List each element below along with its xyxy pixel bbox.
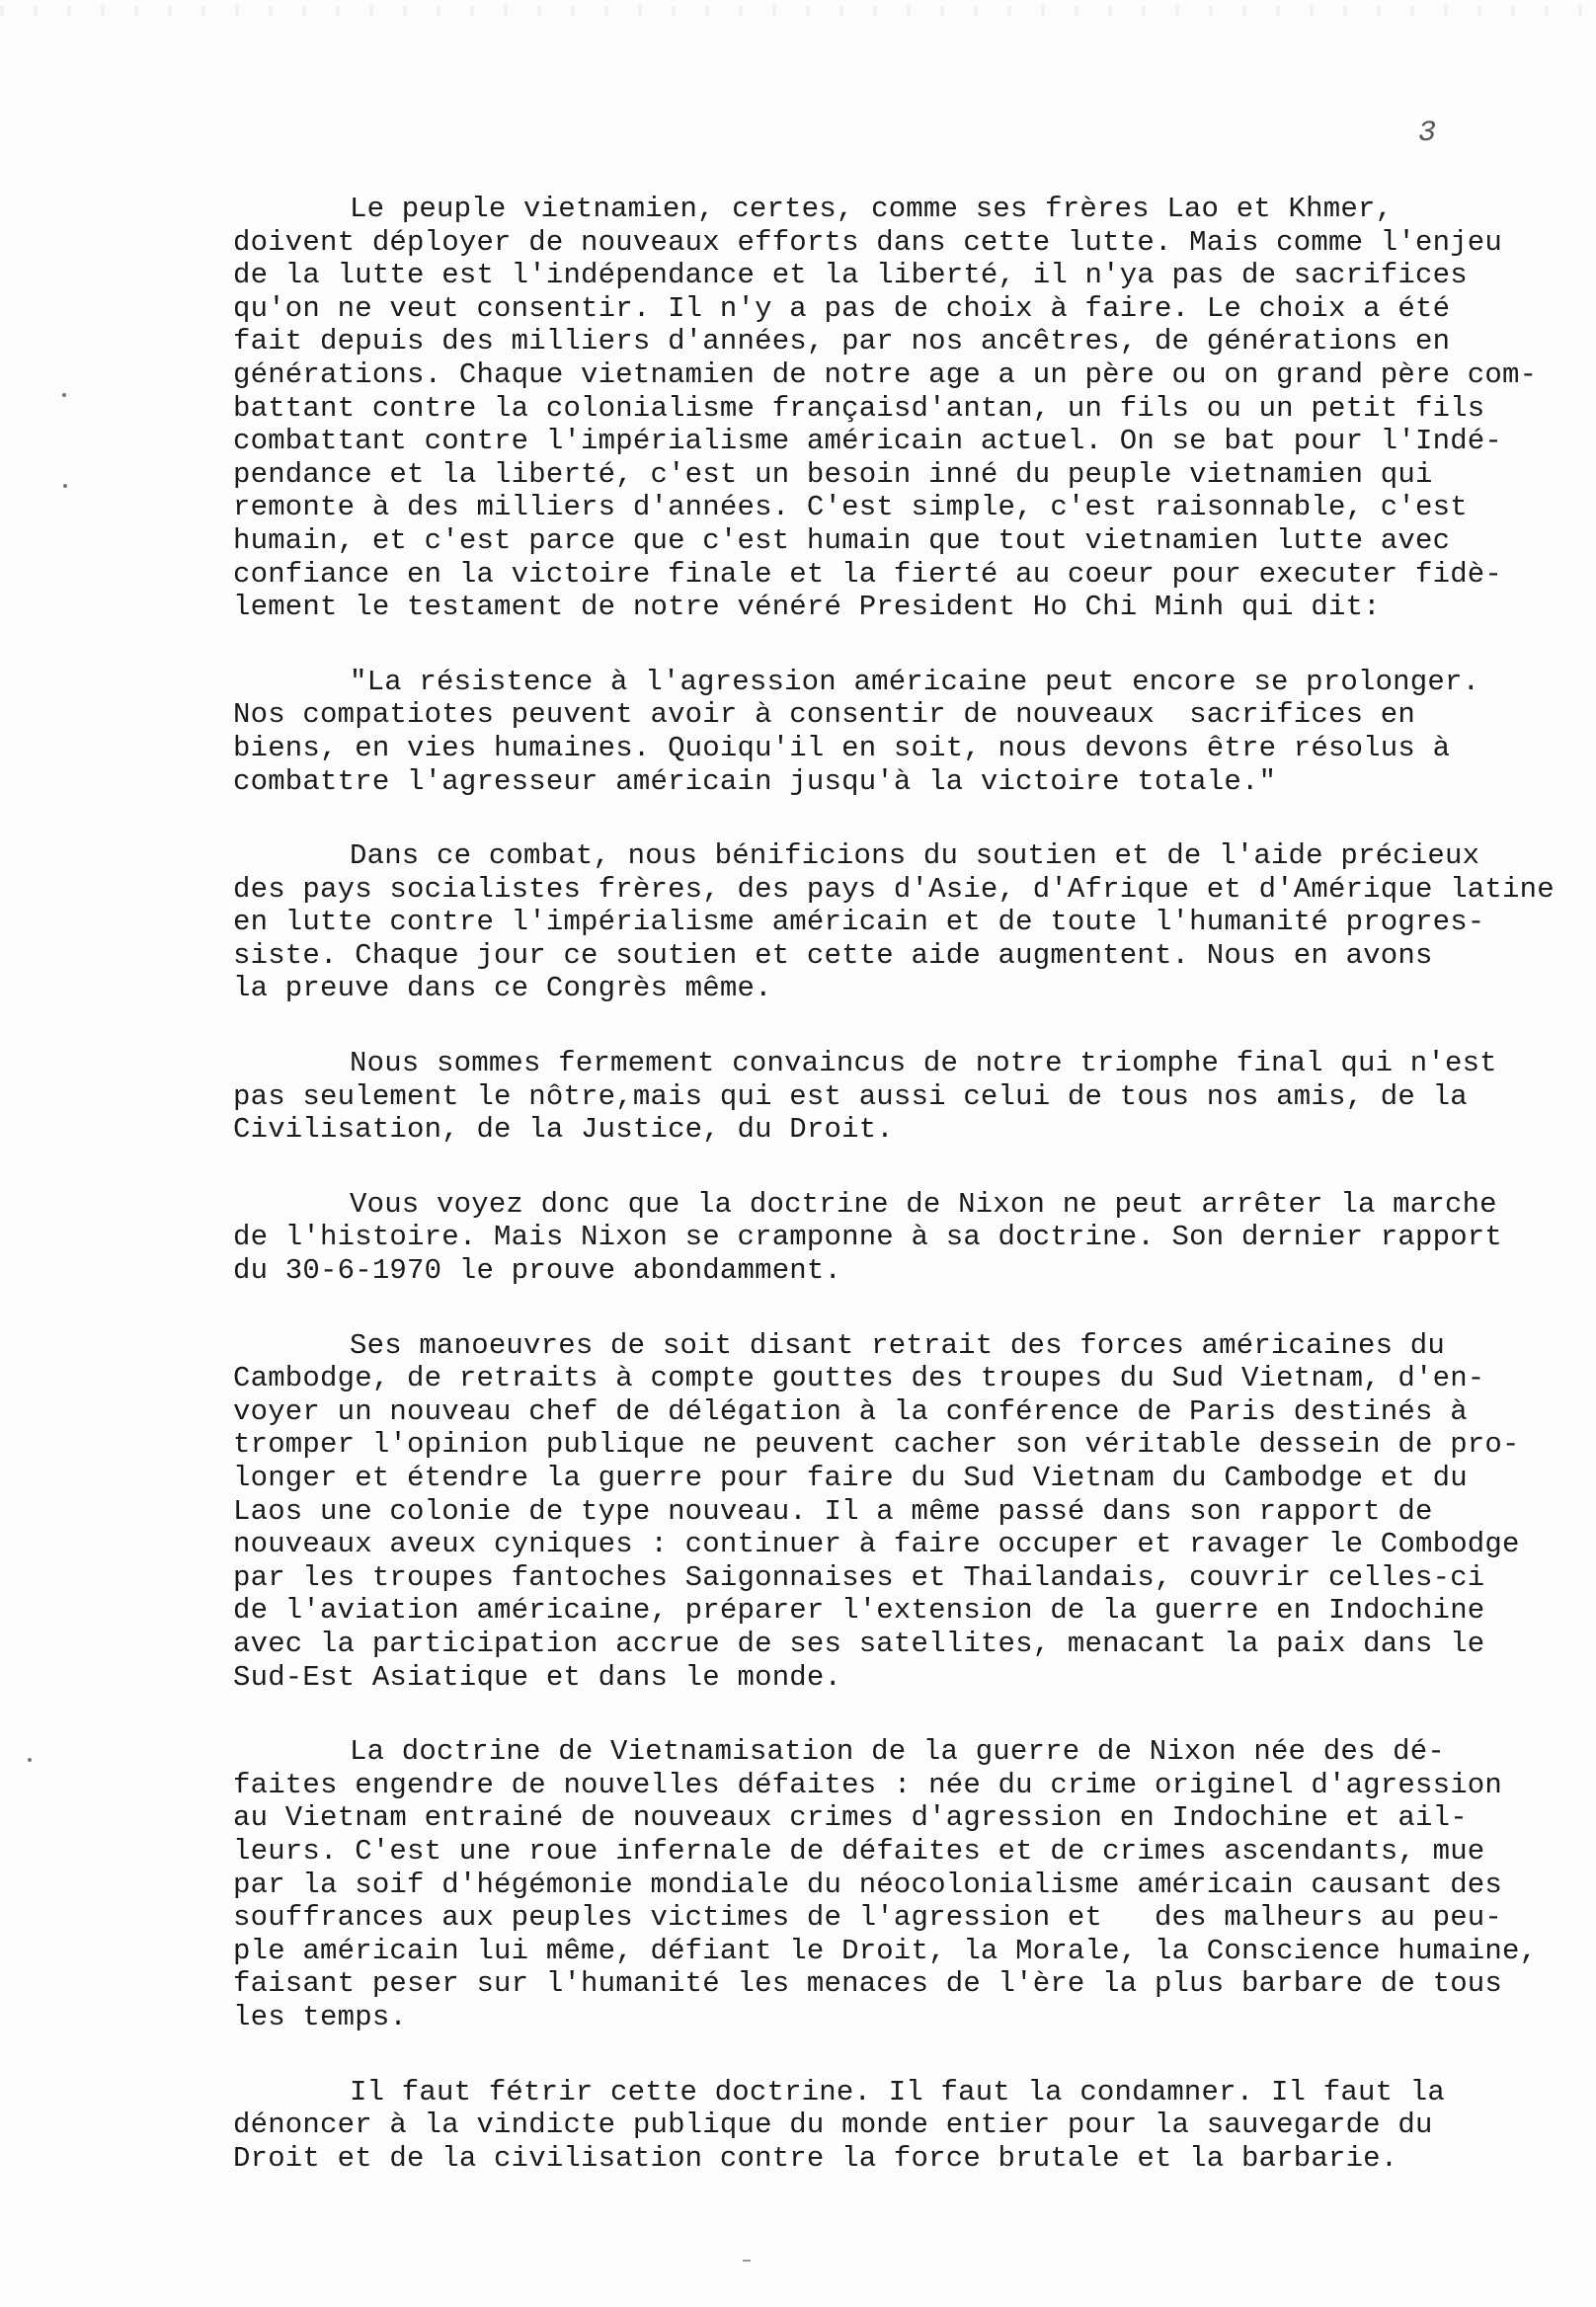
text-line: nouveaux aveux cyniques : continuer à faire occuper et ravager le Combodge bbox=[233, 1528, 1520, 1561]
text-line: de l'histoire. Mais Nixon se cramponne à sa doctrine. Son dernier rapport bbox=[233, 1221, 1503, 1254]
text-line: la preuve dans ce Congrès même. bbox=[233, 972, 772, 1005]
text-line: remonte à des milliers d'années. C'est simple, c'est raisonnable, c'est bbox=[233, 491, 1468, 524]
text-line: souffrances aux peuples victimes de l'agression et des malheurs au peu- bbox=[233, 1901, 1503, 1935]
scan-top-edge-noise bbox=[0, 6, 1596, 16]
text-line: par la soif d'hégémonie mondiale du néocolonialisme américain causant des bbox=[233, 1868, 1503, 1901]
text-line: Le peuple vietnamien, certes, comme ses frères Lao et Khmer, bbox=[350, 193, 1394, 225]
paragraph bbox=[233, 2076, 1517, 2176]
text-line: Droit et de la civilisation contre la force brutale et la barbarie. bbox=[233, 2141, 1398, 2175]
text-line: voyer un nouveau chef de délégation à la conférence de Paris destinés à bbox=[233, 1394, 1468, 1428]
text-line: faites engendre de nouvelles défaites : née du crime originel d'agression bbox=[233, 1768, 1503, 1801]
text-line: de la lutte est l'indépendance et la liberté, il n'ya pas de sacrifices bbox=[233, 259, 1468, 292]
text-line: du 30-6-1970 le prouve abondamment. bbox=[233, 1254, 842, 1288]
paragraph bbox=[233, 1047, 1517, 1147]
text-line: Ses manoeuvres de soit disant retrait des forces américaines du bbox=[350, 1328, 1445, 1362]
text-line: combattant contre l'impérialisme américain actuel. On se bat pour l'Indé- bbox=[233, 425, 1503, 458]
paragraph bbox=[233, 839, 1555, 1005]
quote-line: combattre l'agresseur américain jusqu'à la victoire totale." bbox=[233, 764, 1277, 798]
text-line: générations. Chaque vietnamien de notre age a un père ou on grand père com- bbox=[233, 358, 1538, 391]
text-line: des pays socialistes frères, des pays d'Asie, d'Afrique et d'Amérique latine bbox=[233, 872, 1555, 906]
paragraph bbox=[233, 193, 1538, 624]
paragraph bbox=[233, 1328, 1520, 1695]
text-line: Vous voyez donc que la doctrine de Nixon ne peut arrêter la marche bbox=[350, 1187, 1497, 1221]
text-line: Cambodge, de retraits à compte gouttes des troupes du Sud Vietnam, d'en- bbox=[233, 1362, 1485, 1395]
quote-line: Nos compatiotes peuvent avoir à consentir de nouveaux sacrifices en bbox=[233, 698, 1415, 732]
text-line: Dans ce combat, nous bénificions du soutien et de l'aide précieux bbox=[350, 839, 1480, 873]
text-line: Il faut fétrir cette doctrine. Il faut la condamner. Il faut la bbox=[350, 2075, 1445, 2108]
text-line: Nous sommes fermement convaincus de notre triomphe final qui n'est bbox=[350, 1047, 1497, 1080]
text-line: en lutte contre l'impérialisme américain et de toute l'humanité progres- bbox=[233, 906, 1485, 939]
scan-speck bbox=[28, 1758, 32, 1762]
text-line: fait depuis des milliers d'années, par nos ancêtres, de générations en bbox=[233, 325, 1451, 358]
text-line: les temps. bbox=[233, 2000, 408, 2033]
text-line: Laos une colonie de type nouveau. Il a même passé dans son rapport de bbox=[233, 1494, 1433, 1528]
scan-speck bbox=[63, 484, 67, 488]
text-line: doivent déployer de nouveaux efforts dans cette lutte. Mais comme l'enjeu bbox=[233, 225, 1503, 259]
scan-speck bbox=[62, 393, 66, 397]
text-line: de l'aviation américaine, préparer l'extension de la guerre en Indochine bbox=[233, 1594, 1485, 1628]
text-line: battant contre la colonialisme françaisd'antan, un fils ou un petit fils bbox=[233, 391, 1485, 425]
text-line: pendance et la liberté, c'est un besoin inné du peuple vietnamien qui bbox=[233, 457, 1433, 491]
paragraph bbox=[233, 1188, 1517, 1288]
text-line: La doctrine de Vietnamisation de la guerre de Nixon née des dé- bbox=[350, 1735, 1445, 1769]
text-line: siste. Chaque jour ce soutien et cette aide augmentent. Nous en avons bbox=[233, 938, 1433, 972]
text-line: Civilisation, de la Justice, du Droit. bbox=[233, 1113, 894, 1147]
quotation-paragraph bbox=[233, 666, 1517, 798]
quote-line: biens, en vies humaines. Quoiqu'il en soit, nous devons être résolus à bbox=[233, 731, 1451, 764]
text-line: longer et étendre la guerre pour faire du Sud Vietnam du Cambodge et du bbox=[233, 1462, 1468, 1494]
text-line: dénoncer à la vindicte publique du monde entier pour la sauvegarde du bbox=[233, 2108, 1433, 2142]
text-line: par les troupes fantoches Saigonnaises et Thailandais, couvrir celles-ci bbox=[233, 1560, 1485, 1594]
text-line: pas seulement le nôtre,mais qui est aussi celui de tous nos amis, de la bbox=[233, 1079, 1468, 1113]
text-line: qu'on ne veut consentir. Il n'y a pas de choix à faire. Le choix a été bbox=[233, 291, 1451, 325]
text-line: tromper l'opinion publique ne peuvent cacher son véritable dessein de pro- bbox=[233, 1428, 1520, 1462]
text-line: avec la participation accrue de ses satellites, menacant la paix dans le bbox=[233, 1627, 1485, 1660]
text-line: leurs. C'est une roue infernale de défaites et de crimes ascendants, mue bbox=[233, 1834, 1485, 1868]
text-line: ple américain lui même, défiant le Droit, la Morale, la Conscience humaine, bbox=[233, 1934, 1538, 1967]
page-number: 3 bbox=[1418, 117, 1437, 150]
text-line: lement le testament de notre vénéré President Ho Chi Minh qui dit: bbox=[233, 591, 1381, 624]
text-line: Sud-Est Asiatique et dans le monde. bbox=[233, 1660, 842, 1694]
scan-bottom-mark bbox=[743, 2260, 751, 2262]
text-line: faisant peser sur l'humanité les menaces de l'ère la plus barbare de tous bbox=[233, 1967, 1503, 2001]
document-body bbox=[233, 193, 1555, 2216]
quote-line: "La résistence à l'agression américaine peut encore se prolonger. bbox=[350, 665, 1480, 698]
text-line: confiance en la victoire finale et la fierté au coeur pour executer fidè- bbox=[233, 557, 1503, 591]
paragraph bbox=[233, 1735, 1538, 2033]
text-line: au Vietnam entrainé de nouveaux crimes d'agression en Indochine et ail- bbox=[233, 1801, 1468, 1835]
text-line: humain, et c'est parce que c'est humain que tout vietnamien lutte avec bbox=[233, 523, 1451, 557]
